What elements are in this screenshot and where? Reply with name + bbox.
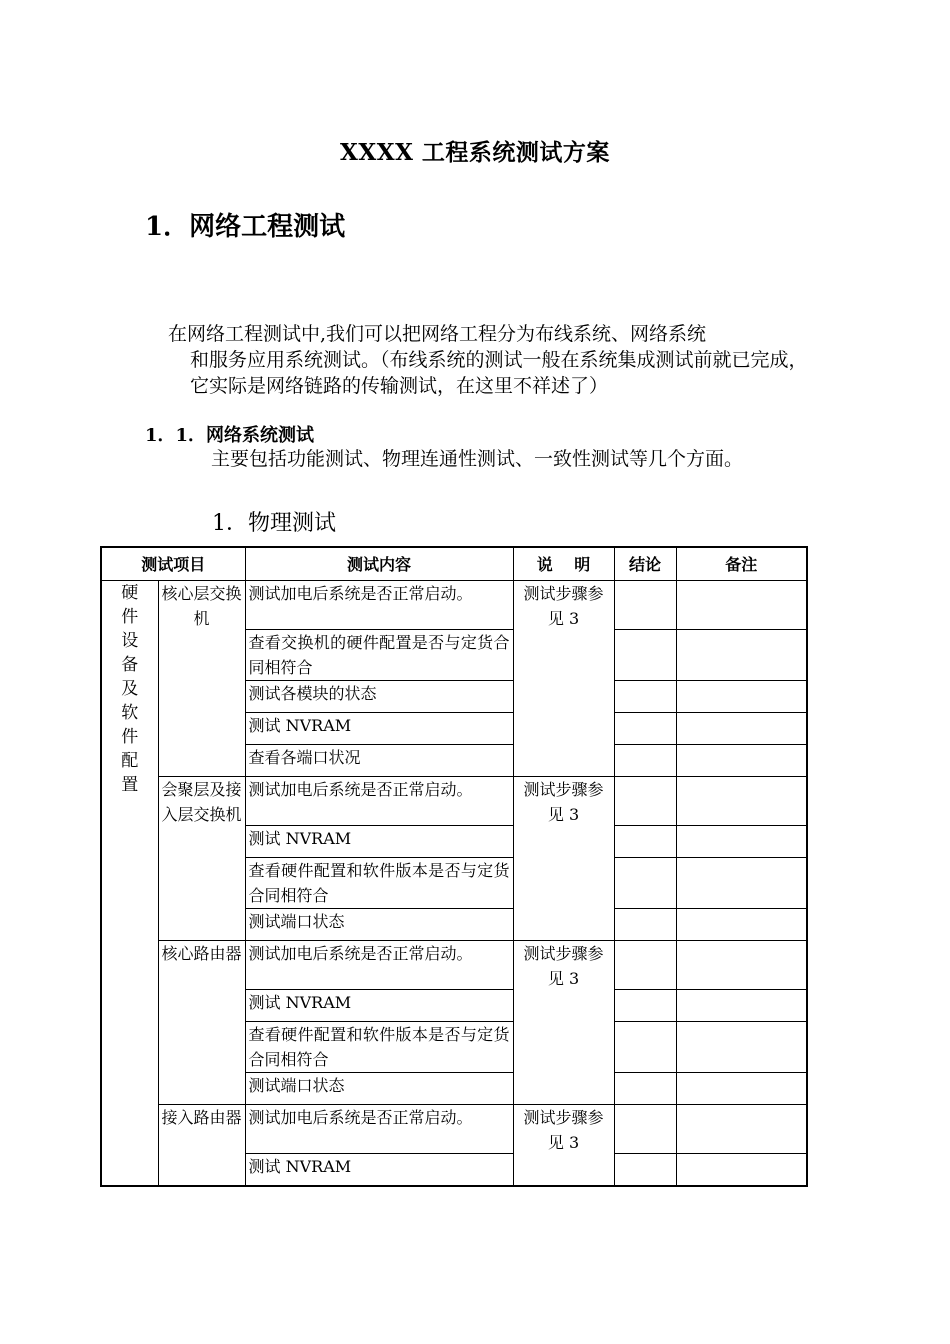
remark-cell[interactable] <box>676 1073 807 1105</box>
heading-network-system-test: 1．1．网络系统测试 <box>145 425 315 446</box>
result-cell[interactable] <box>614 990 676 1022</box>
remark-cell[interactable] <box>676 713 807 745</box>
remark-cell[interactable] <box>676 630 807 681</box>
note-cell: 测试步骤参见 3 <box>513 581 614 777</box>
remark-cell[interactable] <box>676 826 807 858</box>
table-row <box>101 1105 807 1154</box>
device-core-router: 核心路由器 <box>158 941 245 1105</box>
device-core-switch: 核心层交换机 <box>158 581 245 777</box>
remark-cell[interactable] <box>676 941 807 990</box>
document-title: XXXX 工程系统测试方案 <box>340 139 610 166</box>
note-cell: 测试步骤参见 3 <box>513 941 614 1105</box>
device-aggregation-access-switch: 会聚层及接入层交换机 <box>158 777 245 941</box>
test-content-cell: 查看交换机的硬件配置是否与定货合同相符合 <box>245 630 513 681</box>
remark-cell[interactable] <box>676 581 807 630</box>
remark-cell[interactable] <box>676 777 807 826</box>
test-content-cell: 测试端口状态 <box>245 909 513 941</box>
test-content-cell: 测试 NVRAM <box>245 826 513 858</box>
table-row <box>101 777 807 826</box>
header-note: 说 明 <box>513 547 614 581</box>
intro-paragraph <box>168 321 808 399</box>
remark-cell[interactable] <box>676 1154 807 1186</box>
scope-paragraph: 主要包括功能测试、物理连通性测试、一致性测试等几个方面。 <box>211 448 744 470</box>
result-cell[interactable] <box>614 681 676 713</box>
header-remark: 备注 <box>676 547 807 581</box>
heading-network-engineering-test: 1．网络工程测试 <box>145 212 346 242</box>
table-header-row <box>101 547 807 581</box>
header-test-item: 测试项目 <box>101 547 245 581</box>
header-test-content: 测试内容 <box>245 547 513 581</box>
device-access-router: 接入路由器 <box>158 1105 245 1186</box>
test-content-cell: 测试端口状态 <box>245 1073 513 1105</box>
note-cell: 测试步骤参见 3 <box>513 1105 614 1186</box>
test-content-cell: 测试加电后系统是否正常启动。 <box>245 581 513 630</box>
result-cell[interactable] <box>614 858 676 909</box>
result-cell[interactable] <box>614 581 676 630</box>
result-cell[interactable] <box>614 909 676 941</box>
remark-cell[interactable] <box>676 858 807 909</box>
test-content-cell: 查看硬件配置和软件版本是否与定货合同相符合 <box>245 858 513 909</box>
result-cell[interactable] <box>614 1105 676 1154</box>
test-content-cell: 测试加电后系统是否正常启动。 <box>245 1105 513 1154</box>
result-cell[interactable] <box>614 630 676 681</box>
test-content-cell: 测试 NVRAM <box>245 1154 513 1186</box>
header-result: 结论 <box>614 547 676 581</box>
remark-cell[interactable] <box>676 990 807 1022</box>
result-cell[interactable] <box>614 941 676 990</box>
remark-cell[interactable] <box>676 1105 807 1154</box>
result-cell[interactable] <box>614 1154 676 1186</box>
result-cell[interactable] <box>614 745 676 777</box>
test-content-cell: 测试各模块的状态 <box>245 681 513 713</box>
test-content-cell: 测试加电后系统是否正常启动。 <box>245 941 513 990</box>
remark-cell[interactable] <box>676 745 807 777</box>
test-content-cell: 测试 NVRAM <box>245 990 513 1022</box>
category-label: 硬件设备及软件配置 <box>121 583 139 795</box>
test-content-cell: 测试 NVRAM <box>245 713 513 745</box>
remark-cell[interactable] <box>676 1022 807 1073</box>
category-cell <box>101 581 158 1186</box>
test-content-cell: 测试加电后系统是否正常启动。 <box>245 777 513 826</box>
result-cell[interactable] <box>614 777 676 826</box>
remark-cell[interactable] <box>676 909 807 941</box>
test-content-cell: 查看硬件配置和软件版本是否与定货合同相符合 <box>245 1022 513 1073</box>
result-cell[interactable] <box>614 713 676 745</box>
heading-physical-test: 1．物理测试 <box>212 511 336 536</box>
test-content-cell: 查看各端口状况 <box>245 745 513 777</box>
result-cell[interactable] <box>614 826 676 858</box>
remark-cell[interactable] <box>676 681 807 713</box>
result-cell[interactable] <box>614 1022 676 1073</box>
result-cell[interactable] <box>614 1073 676 1105</box>
intro-line-rest: 和服务应用系统测试。（布线系统的测试一般在系统集成测试前就已完成，它实际是网络链路的传输测试，在这里不祥述了） <box>190 349 808 397</box>
physical-test-table <box>100 546 808 1187</box>
table-row <box>101 941 807 990</box>
note-cell: 测试步骤参见 3 <box>513 777 614 941</box>
table-row <box>101 581 807 630</box>
intro-line-1: 在网络工程测试中,我们可以把网络工程分为布线系统、网络系统 <box>168 323 707 345</box>
